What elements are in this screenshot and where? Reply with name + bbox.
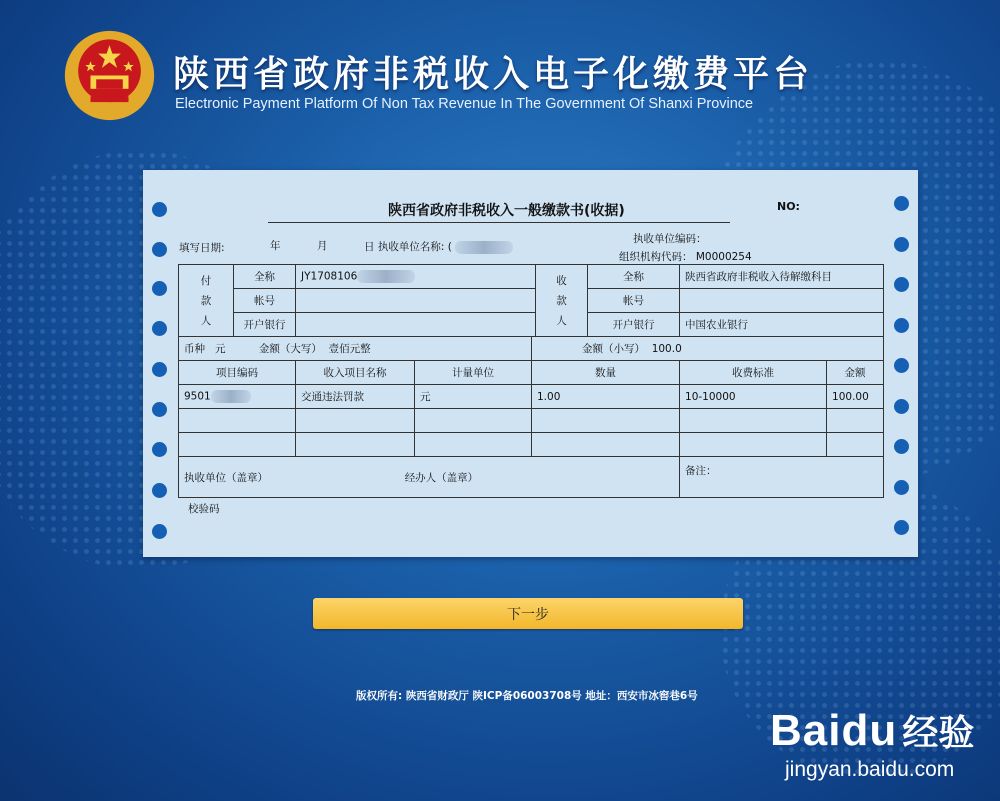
amount-lower-value: 100.0 <box>651 343 682 355</box>
punch-hole-icon <box>152 321 167 336</box>
lower-amount-cell <box>532 337 884 361</box>
seal-cell <box>179 457 680 498</box>
payer-bank-label: 开户银行 <box>234 313 296 337</box>
payee-account-label: 帐号 <box>588 289 680 313</box>
table-row <box>179 433 884 457</box>
title-underline <box>268 222 730 223</box>
column-header: 收费标准 <box>680 361 827 385</box>
payer-account-label: 帐号 <box>234 289 296 313</box>
table-row <box>179 409 884 433</box>
receipt-no-label: NO: <box>777 200 800 213</box>
collector-seal-label: 执收单位（盖章） <box>184 471 268 484</box>
collector-code-label: 执收单位编码： <box>633 233 707 245</box>
platform-subtitle: Electronic Payment Platform Of Non Tax Revenue In The Government Of Shanxi Province <box>175 96 754 112</box>
collector-name-value: ( <box>447 241 452 253</box>
column-header: 计量单位 <box>415 361 532 385</box>
org-code-label: 组织机构代码： <box>619 251 693 263</box>
column-header: 金额 <box>827 361 884 385</box>
punch-hole-icon <box>152 242 167 257</box>
fill-date-label: 填写日期: <box>179 242 225 254</box>
receipt-card <box>143 170 918 557</box>
item-amount: 100.00 <box>827 385 884 409</box>
watermark-url: jingyan.baidu.com <box>785 758 955 781</box>
payer-label: 付 款 人 <box>179 265 234 337</box>
punch-hole-icon <box>152 524 167 539</box>
remark-label: 备注： <box>685 465 717 477</box>
payer-account-value <box>296 289 536 313</box>
amount-lower-label: 金额（小写） <box>582 343 645 355</box>
collector-name-label: 执收单位名称: <box>377 241 445 253</box>
punch-hole-icon <box>894 237 909 252</box>
payer-full-name-label: 全称 <box>234 265 296 289</box>
punch-hole-icon <box>152 362 167 377</box>
payee-full-name-label: 全称 <box>588 265 680 289</box>
table-row <box>179 385 884 409</box>
punch-hole-icon <box>894 439 909 454</box>
redacted-blur <box>211 390 251 403</box>
amount-upper-label: 金额（大写） <box>258 343 322 355</box>
item-qty: 1.00 <box>532 385 680 409</box>
receipt-title: 陕西省政府非税收入一般缴款书(收据) <box>388 203 625 219</box>
org-code-row <box>619 249 752 264</box>
footer-copyright: 版权所有: 陕西省财政厅 陕ICP备06003708号 地址：西安市冰窖巷6号 <box>356 690 698 702</box>
punch-hole-icon <box>894 277 909 292</box>
payee-bank-value: 中国农业银行 <box>680 313 884 337</box>
amount-upper-value: 壹佰元整 <box>328 343 371 355</box>
column-header: 收入项目名称 <box>296 361 415 385</box>
item-code: 9501 <box>179 385 296 409</box>
item-unit: 元 <box>415 385 532 409</box>
punch-hole-icon <box>152 483 167 498</box>
item-name: 交通违法罚款 <box>296 385 415 409</box>
redacted-blur <box>455 241 513 254</box>
punch-hole-icon <box>894 196 909 211</box>
punch-hole-icon <box>894 480 909 495</box>
payee-full-name-value: 陕西省政府非税收入待解缴科目 <box>680 265 884 289</box>
table-header-row <box>179 361 884 385</box>
next-step-button[interactable]: 下一步 <box>313 598 743 629</box>
currency-label: 币种 <box>184 343 205 355</box>
remark-cell <box>680 457 884 498</box>
payee-bank-label: 开户银行 <box>588 313 680 337</box>
payer-full-name-value: JY1708106 <box>296 265 536 289</box>
year-label: 年 <box>270 240 281 252</box>
punch-hole-icon <box>152 442 167 457</box>
day-label: 日 <box>364 241 375 253</box>
punch-hole-icon <box>894 358 909 373</box>
platform-title: 陕西省政府非税收入电子化缴费平台 <box>173 54 814 95</box>
baidu-watermark <box>770 705 974 756</box>
punch-hole-icon <box>894 318 909 333</box>
punch-hole-icon <box>894 399 909 414</box>
watermark-cn: 经验 <box>902 713 975 754</box>
national-emblem-icon <box>62 28 157 123</box>
collector-name-row <box>364 239 513 254</box>
punch-hole-icon <box>152 202 167 217</box>
receipt-table <box>178 264 884 498</box>
org-code-value: M0000254 <box>695 251 752 263</box>
currency-and-upper-amount <box>179 337 532 361</box>
payee-account-value <box>680 289 884 313</box>
item-standard: 10-10000 <box>680 385 827 409</box>
handler-label: 经办人（盖章） <box>404 471 479 484</box>
currency-value: 元 <box>215 343 226 355</box>
payee-label: 收 款 人 <box>536 265 588 337</box>
punch-hole-icon <box>152 402 167 417</box>
punch-hole-icon <box>894 520 909 535</box>
verify-code-label: 校验码 <box>188 503 220 515</box>
redacted-blur <box>357 270 415 283</box>
month-label: 月 <box>317 240 328 252</box>
punch-hole-icon <box>152 281 167 296</box>
baidu-logo: Baidu <box>770 706 898 755</box>
payer-bank-value <box>296 313 536 337</box>
column-header: 项目编码 <box>179 361 296 385</box>
column-header: 数量 <box>532 361 680 385</box>
